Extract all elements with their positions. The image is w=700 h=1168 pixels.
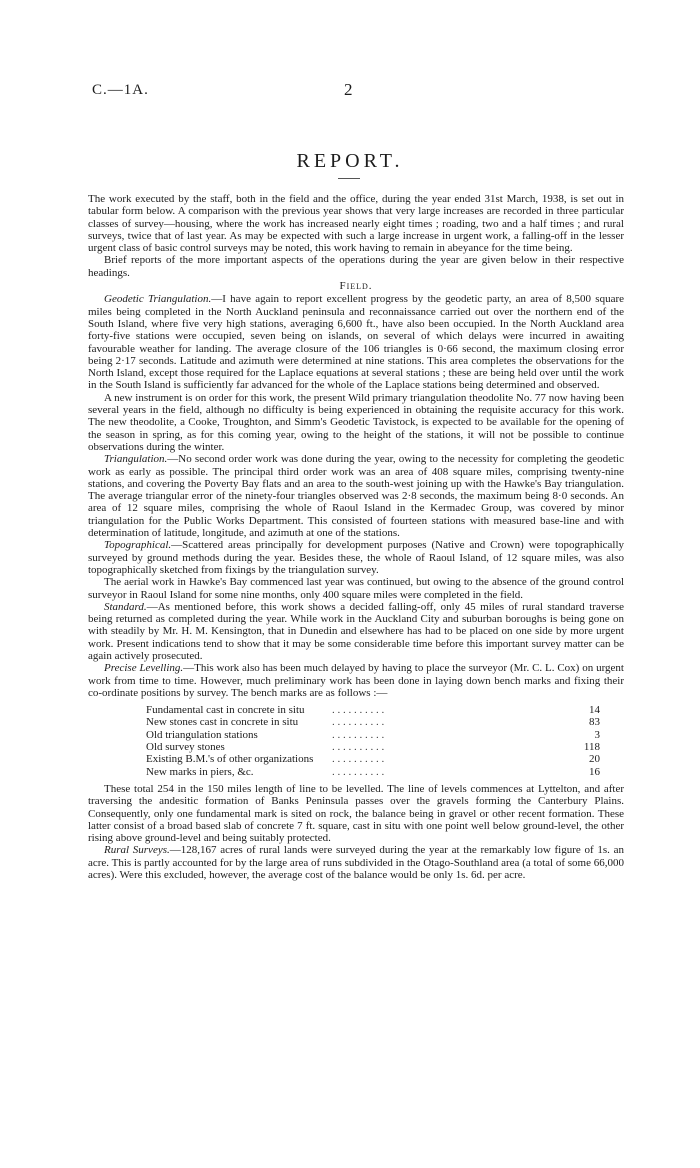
aerial-paragraph: The aerial work in Hawke's Bay commenced last year was continued, but owing to the absence of the ground control surveyor in Raoul Island for some nine months, only 400 square miles were completed in the field. — [88, 576, 624, 601]
report-title: REPORT. — [296, 150, 404, 172]
triangulation-text: —No second order work was done during the year, owing to the necessity for completing the geodetic work as early as possible. The principal third order work was an area of 408 square miles, comprising twenty-nine stations, and covering the Poverty Bay flats and an area to the south-west joining up with the Hawke's Bay triangulation. The average triangular error of the ninety-four triangles observed was 2·8 seconds, the maximum being 8·0 seconds. An area of 12 square miles, comprising the whole of Raoul Island in the Kermadec Group, was covered by minor triangulation for the Public Works Department. This consisted of fourteen stations with measured base-line and with determination of latitude, longitude, and azimuth at one of the stations. — [88, 453, 624, 540]
bench-mark-label: Old triangulation stations — [146, 728, 258, 741]
standard-paragraph — [88, 601, 624, 662]
triangulation-paragraph — [88, 453, 624, 539]
totals-paragraph: These total 254 in the 150 miles length of line to be levelled. The line of levels commences at Lyttelton, and after traversing the andesitic formation of Banks Peninsula passes over the gravels forming the Canterbury Plains. Consequently, only one fundamental mark is sited on rock, the balance being in gravel or other recent formation. These latter consist of a broad based slab of concrete 7 ft. square, cast in situ with one point well below ground-level, the other rising above ground-level and being suitably protected. — [88, 782, 624, 845]
bench-marks-table — [146, 704, 600, 778]
table-row — [146, 704, 600, 716]
rural-paragraph — [88, 844, 624, 881]
table-row — [146, 741, 600, 753]
leader-dots: . . . . . . . . . . — [332, 704, 385, 717]
geodetic-subheading: Geodetic Triangulation. — [104, 293, 212, 306]
bench-mark-count: 20 — [589, 753, 600, 766]
intro-paragraph: The work executed by the staff, both in the field and the office, during the year ended 31st March, 1938, is set out in tabular form below. A comparison with the previous year shows that very large increases are recorded in three particular classes of survey—housing, where the work has increased nearly eight times ; roading, two and a half times ; and rural surveys, twice that of last year. As may be expected with such a large increase in urgent work, a falling-off in the lesser urgent class of basic control surveys may be noted, this work having to remain in abeyance for the time being. — [88, 193, 624, 255]
bench-mark-label: Existing B.M.'s of other organizations — [146, 753, 314, 766]
leader-dots: . . . . . . . . . . — [332, 741, 385, 754]
bench-mark-count: 83 — [589, 716, 600, 729]
leader-dots: . . . . . . . . . . — [332, 728, 385, 741]
triangulation-subheading: Triangulation. — [104, 453, 168, 466]
levelling-subheading: Precise Levelling. — [104, 662, 184, 675]
bench-mark-label: Fundamental cast in concrete in situ — [146, 704, 305, 717]
bench-mark-count: 118 — [583, 741, 600, 754]
document-reference: C.—1A. — [92, 82, 149, 98]
bench-mark-count: 16 — [589, 765, 600, 778]
topographical-text: —Scattered areas principally for development purposes (Native and Crown) were topographically surveyed by ground methods during the year. Besides these, the whole of Raoul Island, of 12 square miles, was also topographically sketched from fixings by the triangulation survey. — [88, 539, 624, 576]
geodetic-paragraph — [88, 293, 624, 391]
page-number: 2 — [344, 80, 353, 99]
topographical-paragraph — [88, 539, 624, 576]
bench-mark-label: New marks in piers, &c. — [146, 765, 254, 778]
bench-mark-count: 3 — [594, 728, 600, 741]
brief-reports-paragraph: Brief reports of the more important aspects of the operations during the year are given below in their respective headings. — [88, 254, 624, 279]
table-row — [146, 766, 600, 778]
bench-mark-label: New stones cast in concrete in situ — [146, 716, 299, 729]
leader-dots: . . . . . . . . . . — [332, 753, 385, 766]
levelling-text: —This work also has been much delayed by having to place the surveyor (Mr. C. L. Cox) on urgent work from time to time. However, much preliminary work has been done in laying down bench marks and fixing their co-ordinate positions by survey. The bench marks are as follows :— — [88, 662, 624, 699]
leader-dots: . . . . . . . . . . — [332, 765, 385, 778]
table-row — [146, 753, 600, 765]
leader-dots: . . . . . . . . . . — [332, 716, 385, 729]
table-row — [146, 729, 600, 741]
title-divider — [338, 178, 360, 179]
standard-text: —As mentioned before, this work shows a decided falling-off, only 45 miles of rural standard traverse being returned as completed during the year. While work in the Auckland City and suburban boroughs is being gone on with steadily by Mr. H. M. Kensington, that in Dunedin and elsewhere has had to be placed on one side by more urgent work. Present indications tend to show that it may be some considerable time before this important survey matter can be again actively prosecuted. — [88, 600, 624, 662]
geodetic-text: —I have again to report excellent progress by the geodetic party, an area of 8,500 square miles being completed in the North Auckland peninsula and reconnaissance carried out over the northern end of the South Island, where five very high stations, averaging 6,600 ft., have also been occupied. In the North Auckland area forty-five stations were occupied, seven being on islands, on several of which delays were incurred in awaiting favourable weather for landing. The average closure of the 106 triangles is 0·66 second, the maximum closing error being 2·17 seconds. Latitude and azimuth were determined at nine stations. This area completes the observations for the North Island, except those required for the Laplace equations at several stations ; these are being held over until the work in the South Island is sufficiently far advanced for the whole of the Laplace stations being determined and observed. — [88, 293, 624, 392]
bench-mark-label: Old survey stones — [146, 741, 225, 754]
bench-mark-count: 14 — [589, 704, 600, 717]
topographical-subheading: Topographical. — [104, 539, 172, 552]
instrument-paragraph: A new instrument is on order for this work, the present Wild primary triangulation theodolite No. 77 now having been several years in the field, although no difficulty is being experienced in obtaining the requisite accuracy for this work. The new theodolite, a Cooke, Troughton, and Simm's Geodetic Tavistock, is expected to be available for the opening of the season in spring, as for this coming year, owing to the height of the stations, it will not be possible to continue observations during the winter. — [88, 391, 624, 453]
standard-subheading: Standard. — [104, 600, 147, 613]
report-body — [88, 193, 624, 881]
field-heading: Field. — [339, 280, 373, 293]
table-row — [146, 716, 600, 728]
rural-text: —128,167 acres of rural lands were surveyed during the year at the remarkably low figure of 1s. an acre. This is partly accounted for by the large area of runs subdivided in the Otago-Southland area (a total of some 66,000 acres). Were this excluded, however, the average cost of the balance would be only 1s. 6d. per acre. — [88, 844, 624, 882]
levelling-paragraph — [88, 662, 624, 699]
rural-subheading: Rural Surveys. — [104, 844, 170, 857]
